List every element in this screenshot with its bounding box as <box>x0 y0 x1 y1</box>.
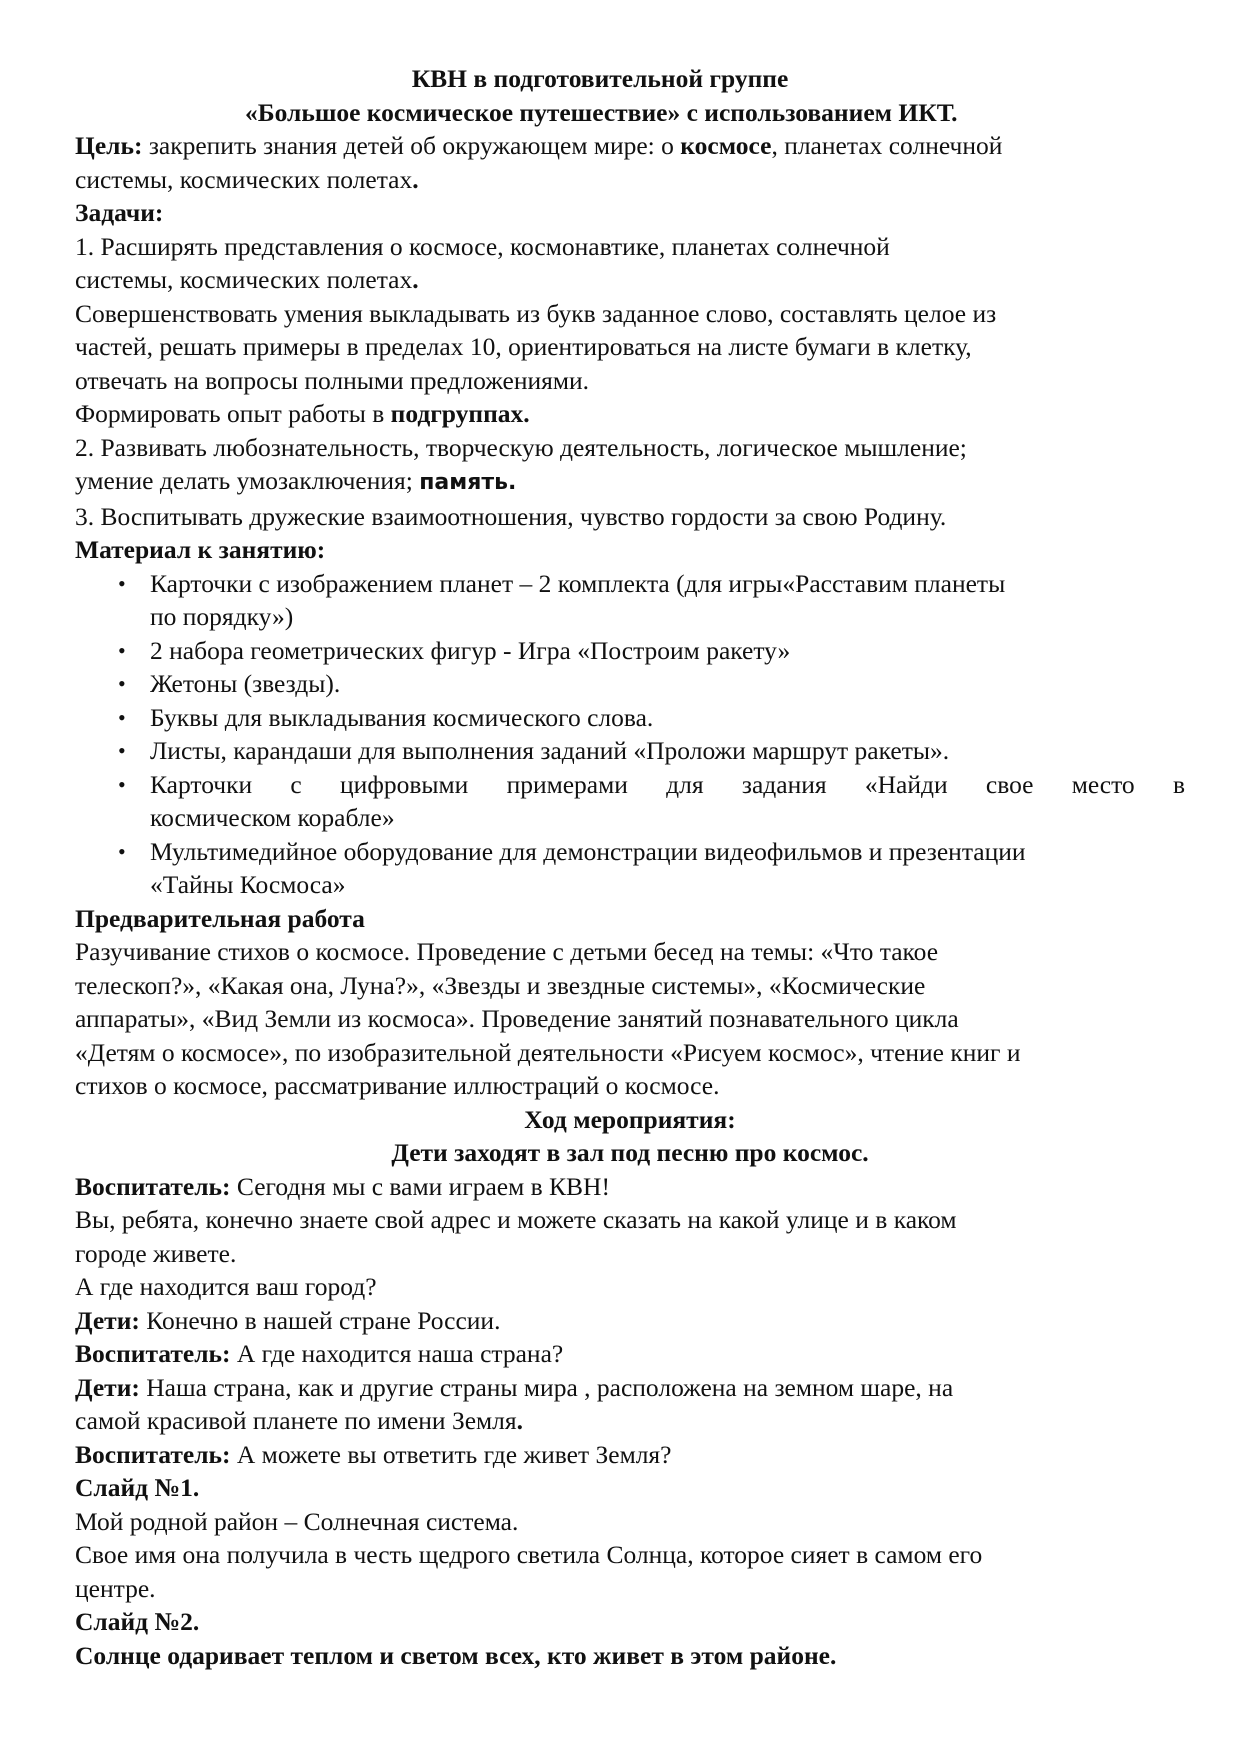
task-2-line-2-text: умение делать умозаключения; <box>75 466 420 495</box>
list-item <box>75 734 1185 768</box>
task-1c-bold: подгруппах. <box>390 399 530 428</box>
task-3: 3. Воспитывать дружеские взаимоотношения, чувство гордости за свою Родину. <box>75 501 947 531</box>
list-item-line-1: Карточки с изображением планет – 2 комплекта (для игры«Расставим планеты <box>150 568 1006 598</box>
list-item-line-1: Карточки с цифровыми примерами для задания «Найди свое место в <box>150 769 1185 799</box>
speaker-label: Воспитатель: <box>75 1339 231 1368</box>
materials-list <box>75 567 1185 902</box>
dialogue-line: городе живете. <box>75 1238 237 1268</box>
dialogue-teacher-2 <box>75 1337 1185 1371</box>
speaker-label: Дети: <box>75 1372 140 1402</box>
preliminary-line: телескоп?», «Какая она, Луна?», «Звезды и звездные системы», «Космические <box>75 970 926 1000</box>
list-item-line-2: по порядку») <box>150 602 294 631</box>
speaker-label: Воспитатель: <box>75 1171 231 1201</box>
preliminary-line: аппараты», «Вид Земли из космоса». Проведение занятий познавательного цикла <box>75 1004 959 1033</box>
speech-text: Сегодня мы с вами играем в КВН! <box>230 1171 610 1201</box>
bullet-icon: • <box>118 771 126 797</box>
title-line-1: КВН в подготовительной группе <box>411 64 789 93</box>
task-1c <box>75 397 1185 431</box>
event-subheading: Дети заходят в зал под песню про космос. <box>391 1138 869 1167</box>
list-item-line-1: Жетоны (звезды). <box>150 669 341 698</box>
task-1-line-2 <box>75 263 1185 297</box>
task-1b-line-1: Совершенствовать умения выкладывать из букв заданное слово, составлять целое из <box>75 298 997 328</box>
list-item <box>75 634 1185 668</box>
preliminary-line: стихов о космосе, рассматривание иллюстраций о космосе. <box>75 1071 720 1100</box>
speaker-label: Дети: <box>75 1305 140 1335</box>
materials-heading: Материал к занятию: <box>75 535 326 564</box>
dialogue-children-2 <box>75 1371 1185 1405</box>
list-item <box>75 701 1185 735</box>
list-item <box>75 768 1185 835</box>
speech-text: А можете вы ответить где живет Земля? <box>230 1439 672 1469</box>
dialogue-line <box>75 1404 1185 1438</box>
list-item-line-1: Буквы для выкладывания космического слова. <box>150 702 654 732</box>
task-1-line-1: 1. Расширять представления о космосе, космонавтике, планетах солнечной <box>75 231 890 261</box>
slide-1-line: центре. <box>75 1573 156 1603</box>
goal-text-a: закрепить знания детей об окружающем мире: о <box>142 131 681 160</box>
bullet-icon: • <box>118 738 126 763</box>
task-1-dot: . <box>412 265 419 294</box>
bullet-icon: • <box>118 704 126 730</box>
task-1b-line-3: отвечать на вопросы полными предложениями. <box>75 365 590 395</box>
task-1-line-2-text: системы, космических полетах <box>75 265 413 294</box>
bullet-icon: • <box>118 838 126 864</box>
speaker-label: Воспитатель: <box>75 1439 231 1469</box>
dialogue-line: А где находится ваш город? <box>75 1272 377 1301</box>
list-item-line-2: «Тайны Космоса» <box>150 870 346 899</box>
dialogue-teacher-1 <box>75 1170 1185 1204</box>
goal-line-2-text: системы, космических полетах <box>75 164 413 194</box>
slide-2-heading: Слайд №2. <box>75 1607 200 1636</box>
task-2-line-1: 2. Развивать любознательность, творческую деятельность, логическое мышление; <box>75 432 967 462</box>
task-2-line-2 <box>75 464 1185 500</box>
bullet-icon: • <box>118 570 126 596</box>
list-item <box>75 567 1185 634</box>
dialogue-teacher-3 <box>75 1438 1185 1472</box>
slide-1-line: Мой родной район – Солнечная система. <box>75 1506 519 1536</box>
title-line-2: «Большое космическое путешествие» с использованием ИКТ. <box>245 97 958 127</box>
bullet-icon: • <box>118 671 126 696</box>
speech-text: самой красивой планете по имени Земля <box>75 1406 517 1435</box>
goal-label: Цель: <box>75 131 143 160</box>
preliminary-heading: Предварительная работа <box>75 903 365 933</box>
preliminary-line: «Детям о космосе», по изобразительной деятельности «Рисуем космос», чтение книг и <box>75 1037 1021 1067</box>
task-2-memory-word: память. <box>419 470 517 495</box>
event-heading: Ход мероприятия: <box>524 1104 736 1134</box>
list-item-line-1: Мультимедийное оборудование для демонстрации видеофильмов и презентации <box>150 836 1026 866</box>
speech-dot: . <box>516 1406 524 1435</box>
dialogue-line: Вы, ребята, конечно знаете свой адрес и можете сказать на какой улице и в каком <box>75 1205 957 1234</box>
speech-text: А где находится наша страна? <box>230 1339 564 1368</box>
task-1b-line-2: частей, решать примеры в пределах 10, ориентироваться на листе бумаги в клетку, <box>75 332 972 361</box>
speech-text: Конечно в нашей стране России. <box>139 1305 501 1335</box>
bullet-icon: • <box>118 637 126 663</box>
goal-line-2 <box>75 163 1185 197</box>
list-item <box>75 835 1185 902</box>
goal-paragraph <box>75 129 1185 163</box>
slide-2-line: Солнце одаривает теплом и светом всех, кто живет в этом районе. <box>75 1640 837 1670</box>
list-item-line-2: космическом корабле» <box>150 803 395 832</box>
task-1c-text: Формировать опыт работы в <box>75 399 391 428</box>
dialogue-children-1 <box>75 1304 1185 1338</box>
list-item-line-1: Листы, карандаши для выполнения заданий «Проложи маршрут ракеты». <box>150 736 950 765</box>
goal-dot: . <box>412 164 419 194</box>
slide-1-heading: Слайд №1. <box>75 1473 200 1502</box>
speech-text: Наша страна, как и другие страны мира , расположена на земном шаре, на <box>139 1372 954 1402</box>
goal-bold-word: космосе <box>680 131 772 160</box>
goal-text-b: , планетах солнечной <box>771 131 1003 160</box>
document-page <box>75 62 1185 1672</box>
tasks-heading: Задачи: <box>75 198 164 227</box>
preliminary-line: Разучивание стихов о космосе. Проведение с детьми бесед на темы: «Что такое <box>75 937 939 966</box>
list-item <box>75 667 1185 701</box>
list-item-line-1: 2 набора геометрических фигур - Игра «Построим ракету» <box>150 635 791 665</box>
slide-1-line: Свое имя она получила в честь щедрого светила Солнца, которое сияет в самом его <box>75 1540 983 1569</box>
